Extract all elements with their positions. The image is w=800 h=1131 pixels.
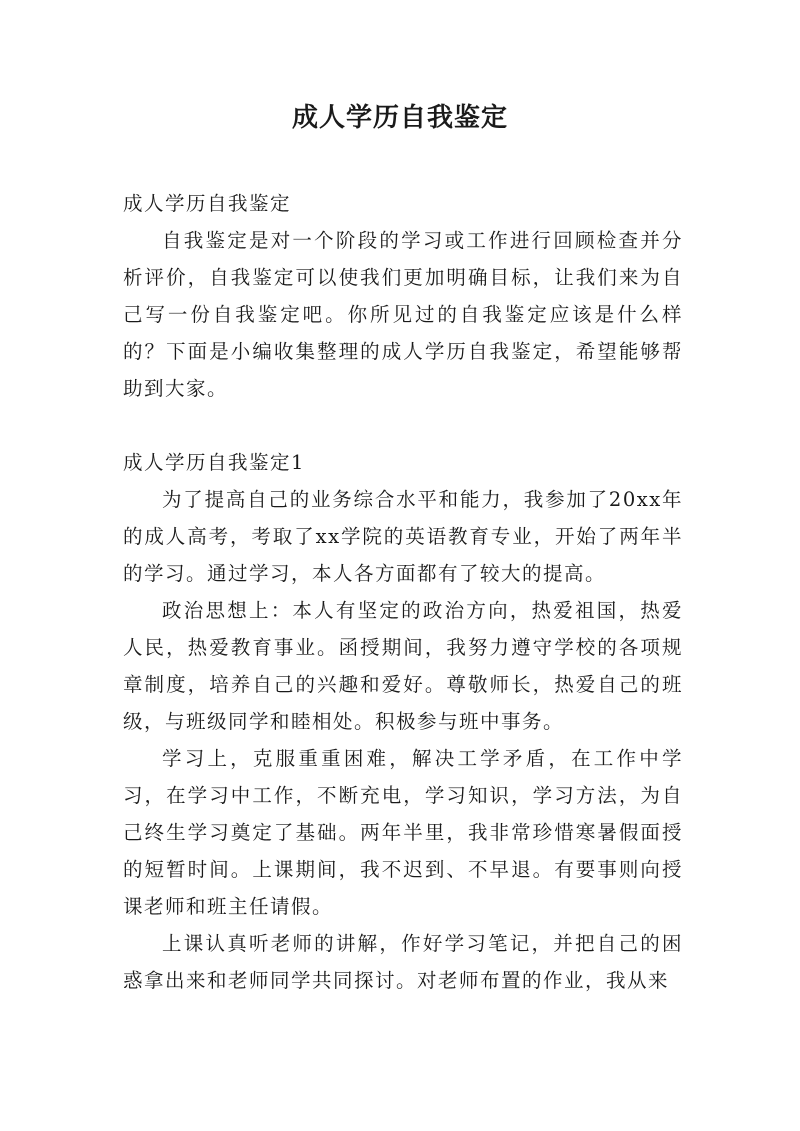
document-body [123, 185, 683, 999]
section1-paragraph-3: 学习上，克服重重困难，解决工学矛盾，在工作中学习，在学习中工作，不断充电，学习知识，学习方法，为自己终生学习奠定了基础。两年半里，我非常珍惜寒暑假面授的短暂时间。上课期间，我不迟到、不早退。有要事则向授课老师和班主任请假。 [123, 747, 683, 918]
section1-heading: 成人学历自我鉴定1 [123, 451, 305, 474]
document-title: 成人学历自我鉴定 [291, 103, 508, 133]
intro-paragraph: 自我鉴定是对一个阶段的学习或工作进行回顾检查并分析评价，自我鉴定可以使我们更加明确目标，让我们来为自己写一份自我鉴定吧。你所见过的自我鉴定应该是什么样的？下面是小编收集整理的成人学历自我鉴定，希望能够帮助到大家。 [123, 229, 683, 400]
section-spacer [123, 407, 683, 444]
section1-paragraph-4: 上课认真听老师的讲解，作好学习笔记，并把自己的困惑拿出来和老师同学共同探讨。对老师布置的作业，我从来 [123, 932, 683, 992]
section1-paragraph-2: 政治思想上：本人有坚定的政治方向，热爱祖国，热爱人民，热爱教育事业。函授期间，我努力遵守学校的各项规章制度，培养自己的兴趣和爱好。尊敬师长，热爱自己的班级，与班级同学和睦相处。积极参与班中事务。 [123, 599, 683, 733]
section1-paragraph-1: 为了提高自己的业务综合水平和能力，我参加了20xx年的成人高考，考取了xx学院的英语教育专业，开始了两年半的学习。通过学习，本人各方面都有了较大的提高。 [123, 488, 683, 585]
intro-heading: 成人学历自我鉴定 [123, 192, 292, 215]
